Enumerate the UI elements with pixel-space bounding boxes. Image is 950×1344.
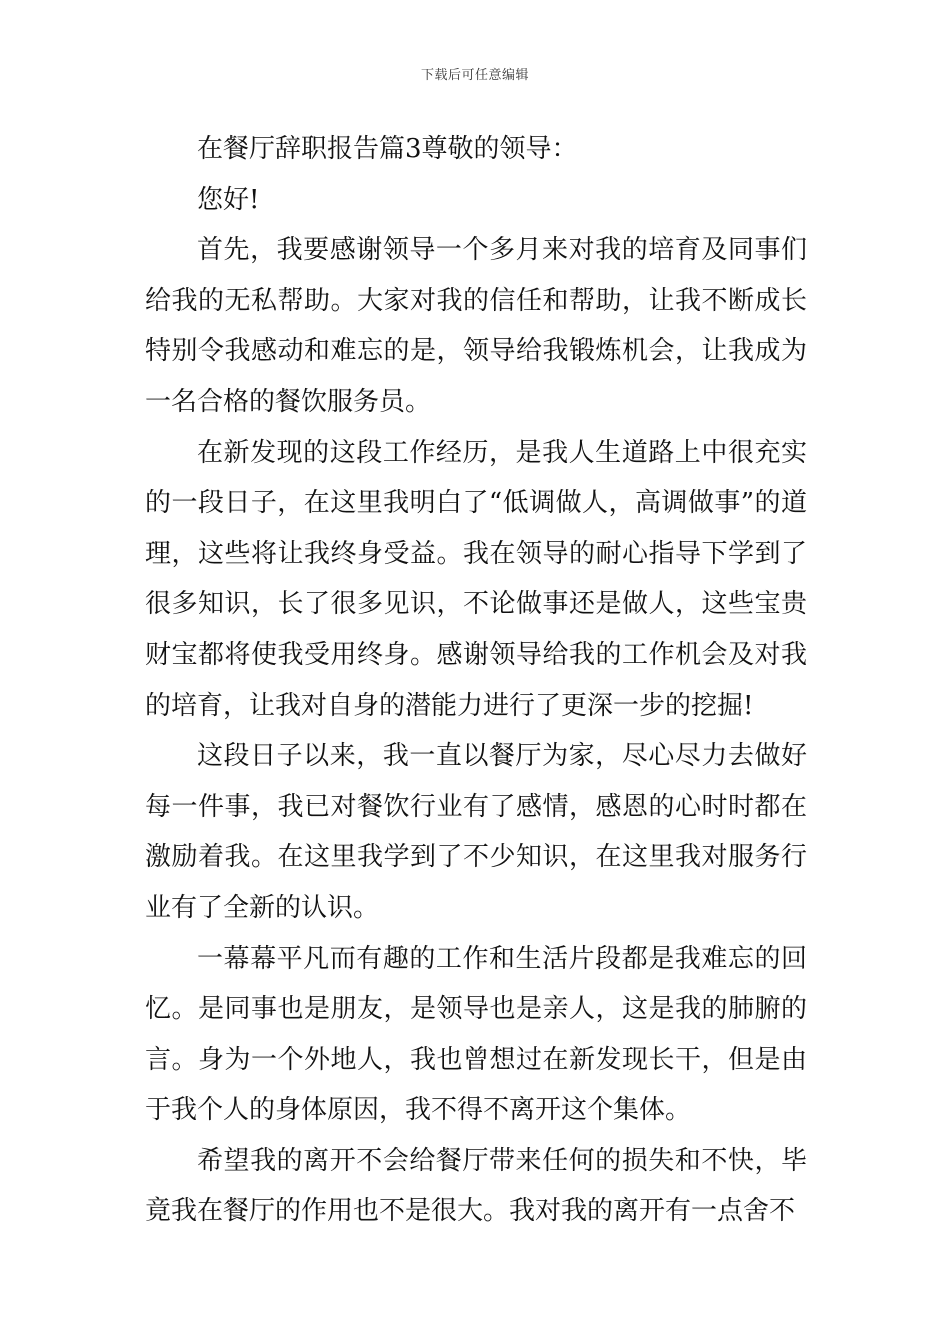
paragraph-5: 希望我的离开不会给餐厅带来任何的损失和不快，毕竟我在餐厅的作用也不是很大。我对我的离开有一点舍不 (145, 1145, 807, 1227)
document-title-line: 在餐厅辞职报告篇3尊敬的领导： (197, 134, 578, 164)
paragraph-4: 一幕幕平凡而有趣的工作和生活片段都是我难忘的回忆。是同事也是朋友，是领导也是亲人，这是我的肺腑的言。身为一个外地人，我也曾想过在新发现长干，但是由于我个人的身体原因，我不得不离开这个集体。 (145, 943, 807, 1126)
paragraph-1: 首先，我要感谢领导一个多月来对我的培育及同事们给我的无私帮助。大家对我的信任和帮助，让我不断成长特别令我感动和难忘的是，领导给我锻炼机会，让我成为一名合格的餐饮服务员。 (145, 235, 807, 417)
greeting-line: 您好! (197, 184, 260, 215)
header-note: 下载后可任意编辑 (420, 68, 529, 83)
document-body (145, 124, 807, 1237)
paragraph-3: 这段日子以来，我一直以餐厅为家，尽心尽力去做好每一件事，我已对餐饮行业有了感情，感恩的心时时都在激励着我。在这里我学到了不少知识，在这里我对服务行业有了全新的认识。 (145, 741, 807, 923)
paragraph-2: 在新发现的这段工作经历，是我人生道路上中很充实的一段日子，在这里我明白了“低调做人，高调做事”的道理，这些将让我终身受益。我在领导的耐心指导下学到了很多知识，长了很多见识，不论做事还是做人，这些宝贵财宝都将使我受用终身。感谢领导给我的工作机会及对我的培育，让我对自身的潜能力进行了更深一步的挖掘! (145, 437, 807, 721)
